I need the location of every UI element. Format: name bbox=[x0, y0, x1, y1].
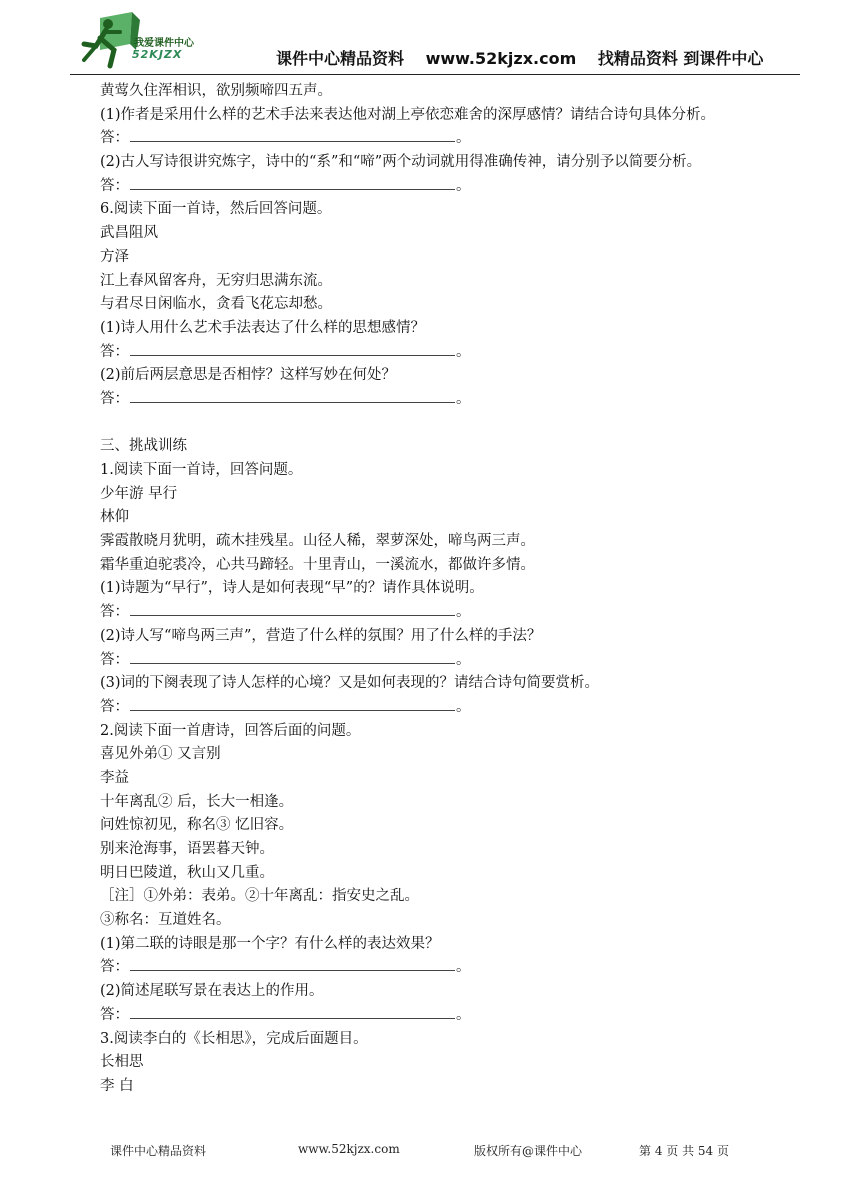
text-line bbox=[100, 1028, 810, 1052]
line-text: 答： bbox=[100, 130, 129, 147]
line-end-punct: 。 bbox=[456, 1006, 471, 1023]
text-line bbox=[100, 672, 810, 696]
text-line bbox=[100, 862, 810, 886]
text-line bbox=[100, 483, 810, 507]
text-line bbox=[100, 1075, 810, 1099]
line-text: 长相思 bbox=[100, 1054, 144, 1071]
line-end-punct: 。 bbox=[456, 604, 471, 621]
line-text: 十年离乱② 后，长大一相逢。 bbox=[100, 793, 294, 810]
header-slogan: 找精品资料 到课件中心 bbox=[597, 49, 764, 68]
line-text: 3.阅读李白的《长相思》，完成后面题目。 bbox=[100, 1030, 368, 1047]
line-text: (1)诗题为“早行”，诗人是如何表现“早”的？请作具体说明。 bbox=[100, 580, 484, 597]
line-end-punct: 。 bbox=[456, 343, 471, 360]
line-text: 答： bbox=[100, 698, 129, 715]
line-text: 答： bbox=[100, 604, 129, 621]
line-end-punct: 。 bbox=[456, 698, 471, 715]
text-line bbox=[100, 459, 810, 483]
line-text: 6.阅读下面一首诗，然后回答问题。 bbox=[100, 201, 332, 218]
logo bbox=[70, 10, 270, 76]
text-line bbox=[100, 151, 810, 175]
answer-line bbox=[100, 388, 810, 412]
answer-blank[interactable] bbox=[130, 341, 455, 356]
answer-blank[interactable] bbox=[130, 1004, 455, 1019]
answer-blank[interactable] bbox=[130, 127, 455, 142]
line-text: 少年游 早行 bbox=[100, 485, 178, 502]
line-text: 霜华重迫驼裘冷，心共马蹄轻。十里青山，一溪流水，都做许多情。 bbox=[100, 556, 535, 573]
footer-url: www.52kjzx.com bbox=[298, 1142, 400, 1156]
text-line bbox=[100, 909, 810, 933]
logo-brand: 52KJZX bbox=[132, 48, 183, 61]
text-line bbox=[100, 222, 810, 246]
line-end-punct: 。 bbox=[456, 390, 471, 407]
answer-line bbox=[100, 341, 810, 365]
text-line bbox=[100, 104, 810, 128]
text-line bbox=[100, 293, 810, 317]
answer-line bbox=[100, 956, 810, 980]
answer-blank[interactable] bbox=[130, 388, 455, 403]
text-line bbox=[100, 1051, 810, 1075]
text-line bbox=[100, 270, 810, 294]
line-text: (3)词的下阕表现了诗人怎样的心境？又是如何表现的？请结合诗句简要赏析。 bbox=[100, 675, 600, 692]
answer-line bbox=[100, 649, 810, 673]
line-end-punct: 。 bbox=[456, 130, 471, 147]
text-line bbox=[100, 838, 810, 862]
header-brand: 课件中心精品资料 bbox=[276, 49, 405, 68]
text-line bbox=[100, 80, 810, 104]
line-text: (1)第二联的诗眼是那一个字？有什么样的表达效果？ bbox=[100, 935, 440, 952]
text-line bbox=[100, 364, 810, 388]
line-text: 答： bbox=[100, 343, 129, 360]
line-text: 答： bbox=[100, 959, 129, 976]
answer-blank[interactable] bbox=[130, 649, 455, 664]
line-text: ［注］①外弟：表弟。②十年离乱：指安史之乱。 bbox=[100, 888, 419, 905]
page-header bbox=[70, 10, 800, 80]
header-title bbox=[276, 46, 779, 69]
line-text: (2)简述尾联写景在表达上的作用。 bbox=[100, 983, 324, 1000]
line-text: (2)古人写诗很讲究炼字，诗中的“系”和“啼”两个动词就用得准确传神，请分别予以简要分析。 bbox=[100, 154, 702, 171]
line-text: 喜见外弟① 又言别 bbox=[100, 746, 221, 763]
line-text: 2.阅读下面一首唐诗，回答后面的问题。 bbox=[100, 722, 361, 739]
line-end-punct: 。 bbox=[456, 959, 471, 976]
line-text: 别来沧海事，语罢暮天钟。 bbox=[100, 841, 274, 857]
line-text: (1)作者是采用什么样的艺术手法来表达他对湖上亭依恋难舍的深厚感情？请结合诗句具体分析。 bbox=[100, 106, 716, 123]
text-line bbox=[100, 554, 810, 578]
footer-page-number: 第 4 页 共 54 页 bbox=[639, 1144, 729, 1158]
line-text: (1)诗人用什么艺术手法表达了什么样的思想感情？ bbox=[100, 319, 426, 336]
line-text: 霁霞散晓月犹明，疏木挂残星。山径人稀，翠萝深处，啼鸟两三声。 bbox=[100, 533, 535, 550]
page-footer bbox=[0, 1139, 860, 1161]
text-line bbox=[100, 980, 810, 1004]
text-line bbox=[100, 791, 810, 815]
text-line bbox=[100, 577, 810, 601]
footer-brand: 课件中心精品资料 bbox=[110, 1144, 207, 1158]
line-text: 答： bbox=[100, 177, 129, 194]
line-text: 答： bbox=[100, 1006, 129, 1023]
text-line bbox=[100, 743, 810, 767]
answer-blank[interactable] bbox=[130, 175, 455, 190]
answer-line bbox=[100, 127, 810, 151]
line-text: 黄莺久住浑相识，欲别频啼四五声。 bbox=[100, 83, 332, 99]
text-line bbox=[100, 412, 810, 436]
line-text: 李益 bbox=[100, 769, 129, 786]
answer-line bbox=[100, 1004, 810, 1028]
line-text: ③称名：互道姓名。 bbox=[100, 912, 231, 929]
text-line bbox=[100, 198, 810, 222]
text-line bbox=[100, 246, 810, 270]
text-line bbox=[100, 530, 810, 554]
answer-line bbox=[100, 601, 810, 625]
text-line bbox=[100, 435, 810, 459]
line-text: (2)前后两层意思是否相悖？这样写妙在何处？ bbox=[100, 367, 397, 384]
text-line bbox=[100, 720, 810, 744]
text-line bbox=[100, 625, 810, 649]
line-text: 答： bbox=[100, 390, 129, 407]
line-text: 武昌阻风 bbox=[100, 225, 158, 242]
text-line bbox=[100, 885, 810, 909]
document-body bbox=[100, 80, 810, 1099]
header-divider bbox=[70, 74, 800, 75]
answer-line bbox=[100, 175, 810, 199]
logo-text: 我爱课件中心 bbox=[134, 38, 194, 49]
text-line bbox=[100, 317, 810, 341]
line-end-punct: 。 bbox=[456, 651, 471, 668]
answer-blank[interactable] bbox=[130, 696, 455, 711]
line-text: 江上春风留客舟，无穷归思满东流。 bbox=[100, 272, 332, 289]
line-text: 问姓惊初见，称名③ 忆旧容。 bbox=[100, 817, 294, 834]
line-end-punct: 。 bbox=[456, 177, 471, 194]
line-text: 答： bbox=[100, 651, 129, 668]
line-text: 方泽 bbox=[100, 248, 129, 265]
text-line bbox=[100, 506, 810, 530]
line-text: 李 白 bbox=[100, 1077, 134, 1094]
text-line bbox=[100, 933, 810, 957]
answer-line bbox=[100, 696, 810, 720]
text-line bbox=[100, 814, 810, 838]
answer-blank[interactable] bbox=[130, 601, 455, 616]
footer-copyright: 版权所有@课件中心 bbox=[474, 1144, 583, 1158]
line-text: 与君尽日闲临水，贪看飞花忘却愁。 bbox=[100, 296, 332, 313]
text-line bbox=[100, 767, 810, 791]
line-text: 1.阅读下面一首诗，回答问题。 bbox=[100, 462, 303, 478]
line-text: 林仰 bbox=[100, 509, 129, 526]
line-text: 三、挑战训练 bbox=[100, 438, 187, 455]
line-text: (2)诗人写“啼鸟两三声”，营造了什么样的氛围？用了什么样的手法？ bbox=[100, 627, 542, 644]
line-text: 明日巴陵道，秋山又几重。 bbox=[100, 864, 274, 881]
header-url: www.52kjzx.com bbox=[425, 49, 577, 68]
answer-blank[interactable] bbox=[130, 956, 455, 971]
